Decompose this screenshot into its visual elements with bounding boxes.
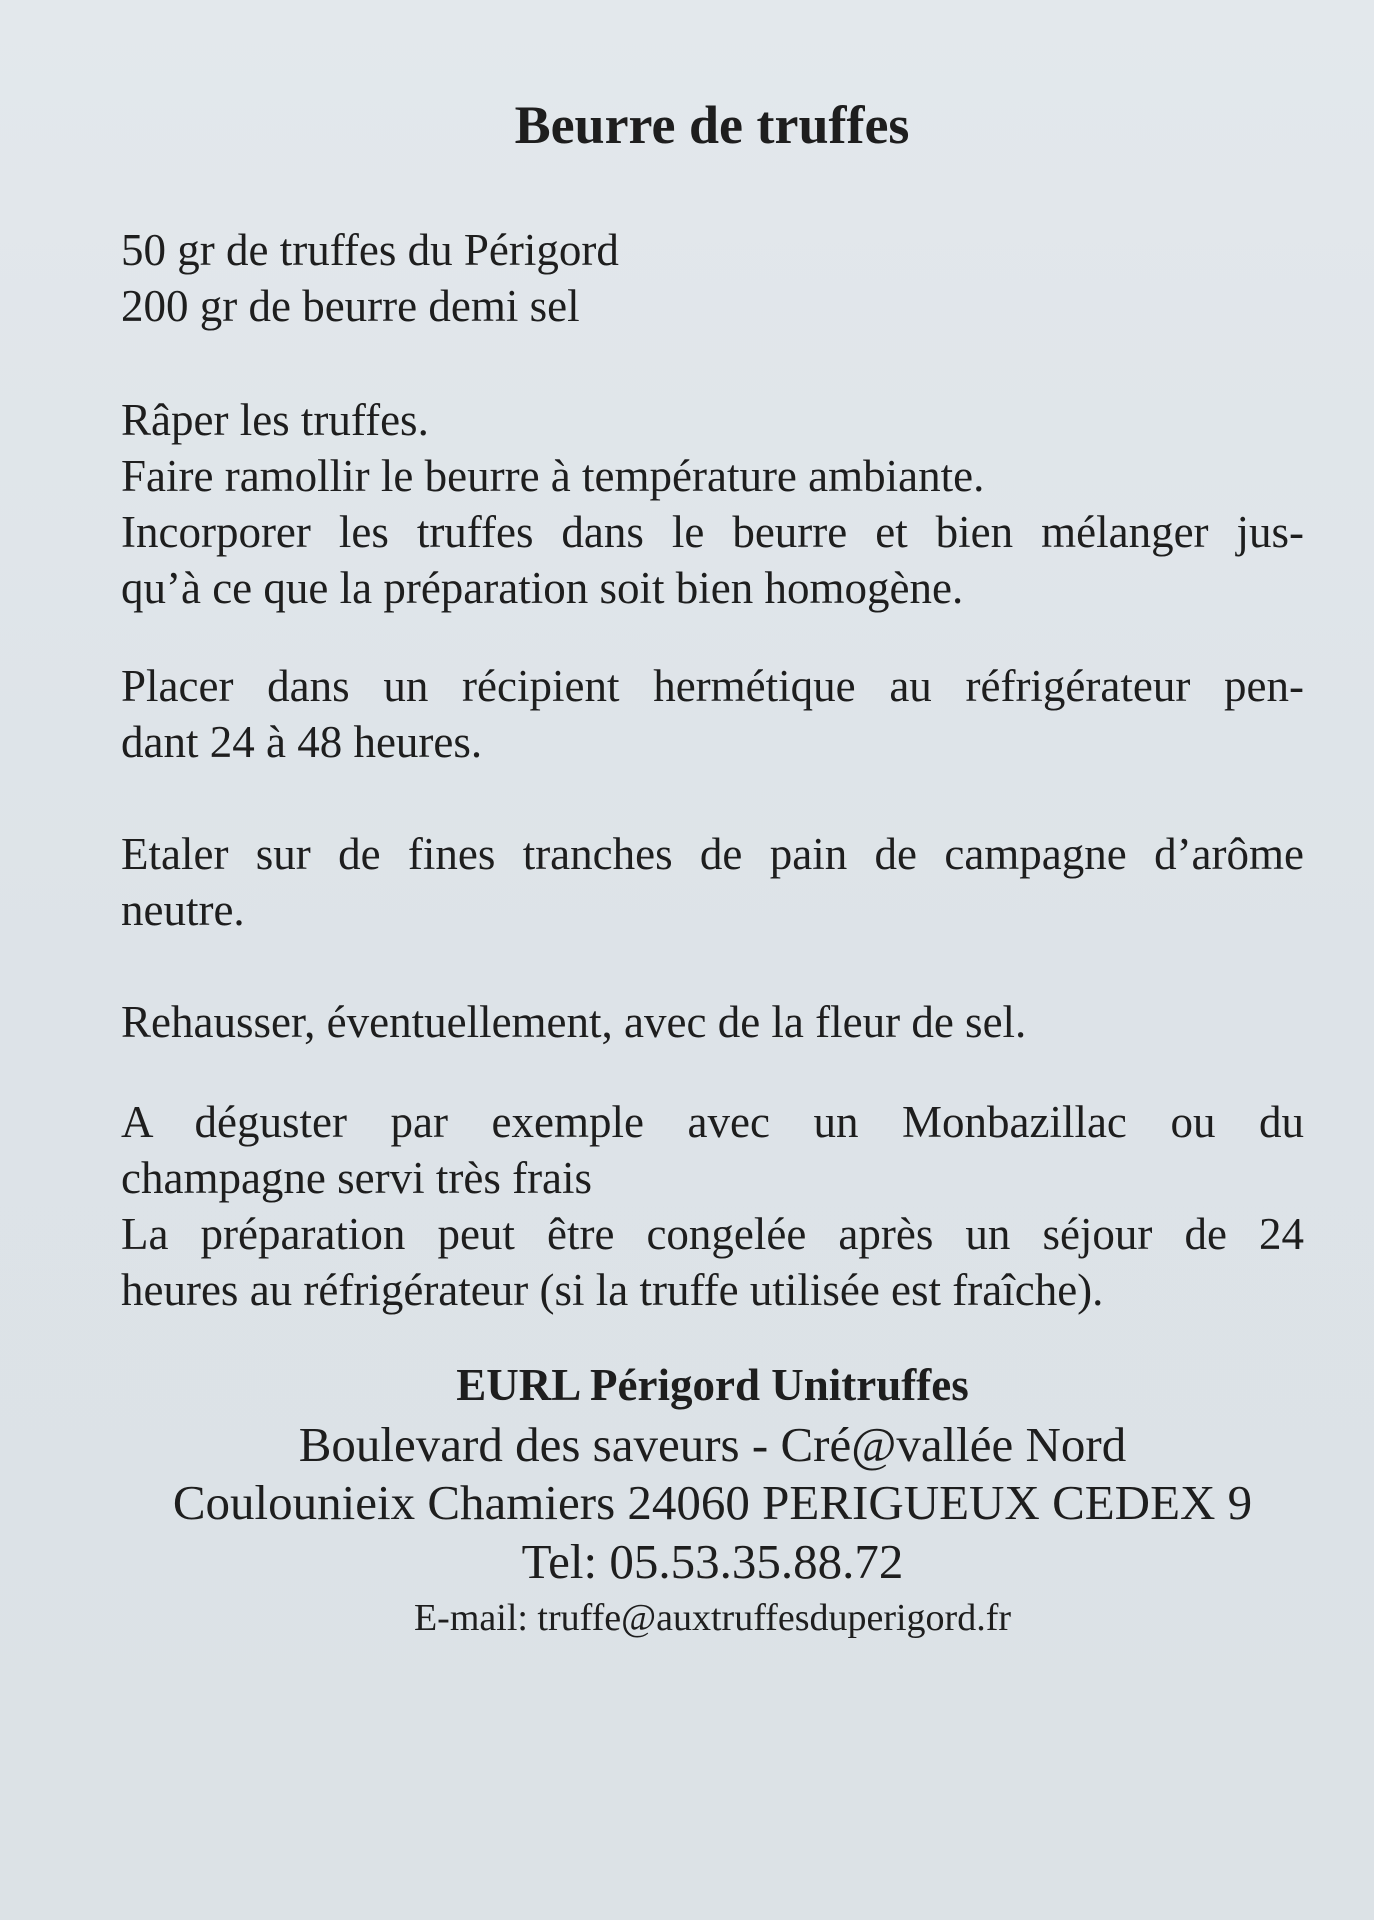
ingredient-item: 50 gr de truffes du Périgord — [121, 225, 619, 275]
pairing-line: champagne servi très frais — [121, 1153, 593, 1203]
company-name: EURL Périgord Unitruffes — [456, 1360, 969, 1410]
step-line: Râper les truffes. — [121, 395, 429, 445]
freezing-line: heures au réfrigérateur (si la truffe utilisée est fraîche). — [121, 1265, 1104, 1315]
telephone: Tel: 05.53.35.88.72 — [521, 1534, 904, 1589]
serving-line: neutre. — [121, 885, 245, 935]
pairing-line: A déguster par exemple avec un Monbazillac ou du — [121, 1097, 1304, 1147]
enhance-note — [121, 994, 1304, 1050]
freezing-line: La préparation peut être congelée après un séjour de 24 — [121, 1209, 1304, 1259]
storage-line: dant 24 à 48 heures. — [121, 717, 483, 767]
step-line: Incorporer les truffes dans le beurre et bien mélanger jus- — [121, 507, 1304, 557]
email-address: E-mail: truffe@auxtruffesduperigord.fr — [413, 1597, 1012, 1639]
serving-instructions — [121, 826, 1304, 938]
step-line: qu’à ce que la préparation soit bien homogène. — [121, 563, 964, 613]
pairing-notes — [121, 1094, 1304, 1318]
address-line: Coulounieix Chamiers 24060 PERIGUEUX CEDEX 9 — [172, 1475, 1253, 1530]
address-line: Boulevard des saveurs - Cré@vallée Nord — [298, 1417, 1127, 1472]
enhance-line: Rehausser, éventuellement, avec de la fleur de sel. — [121, 997, 1027, 1047]
ingredients-list — [121, 222, 1304, 334]
preparation-steps — [121, 392, 1304, 616]
ingredient-item: 200 gr de beurre demi sel — [121, 281, 580, 331]
serving-line: Etaler sur de fines tranches de pain de campagne d’arôme — [121, 829, 1304, 879]
step-line: Faire ramollir le beurre à température ambiante. — [121, 451, 985, 501]
company-footer — [121, 1354, 1304, 1644]
recipe-title: Beurre de truffes — [514, 95, 910, 155]
storage-instructions — [121, 658, 1304, 770]
storage-line: Placer dans un récipient hermétique au réfrigérateur pen- — [121, 661, 1304, 711]
